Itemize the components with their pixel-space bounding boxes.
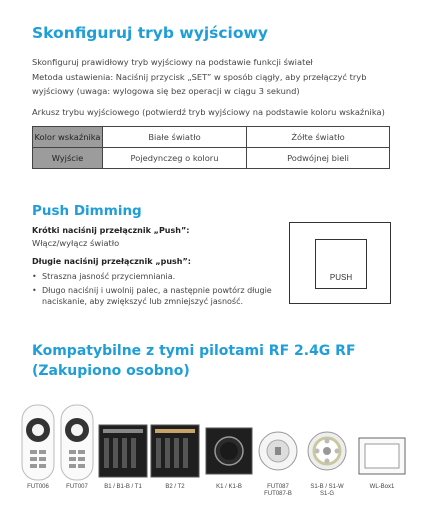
wifi-box-icon bbox=[358, 437, 406, 475]
short-press-title: Krótki naciśnij przełącznik „Push”: bbox=[32, 226, 190, 235]
table-row bbox=[33, 127, 390, 148]
output-mode-table bbox=[32, 126, 390, 169]
wall-panel-icon bbox=[98, 424, 148, 478]
table-row-header: Kolor wskaźnika bbox=[33, 127, 103, 148]
push-button-diagram bbox=[315, 239, 367, 289]
output-mode-intro: Skonfiguruj prawidłowy tryb wyjściowy na podstawie funkcji świateł bbox=[32, 57, 313, 67]
list-item: • Straszna jasność przyciemniania. bbox=[32, 272, 176, 281]
table-row bbox=[33, 148, 390, 169]
list-item-continued: naciskanie, aby zwiększyć lub zmniejszyć jasność. bbox=[42, 297, 244, 306]
table-cell: Podwójnej bieli bbox=[247, 148, 390, 169]
remote-label: K1 / K1-B bbox=[216, 484, 242, 490]
table-row-header: Wyjście bbox=[33, 148, 103, 169]
remote-label: B2 / T2 bbox=[165, 484, 185, 490]
remote-label: FUT006 bbox=[27, 484, 49, 490]
long-press-title: Długie naciśnij przełącznik „push”: bbox=[32, 257, 191, 266]
round-remote-icon bbox=[257, 430, 299, 472]
remote-dial-icon bbox=[60, 404, 94, 481]
list-item: • Długo naciśnij i uwolnij palec, a następnie powtórz długie bbox=[32, 286, 272, 295]
wall-panel-icon bbox=[150, 424, 200, 478]
section-title-compatible-remotes: Kompatybilne z tymi pilotami RF 2.4G RF (Zakupiono osobno) bbox=[32, 343, 356, 379]
remote-label: FUT087 FUT087-B bbox=[264, 484, 292, 497]
table-cell: Białe światło bbox=[103, 127, 247, 148]
knob-panel-icon bbox=[205, 427, 253, 475]
table-cell: Pojedynczeg o koloru bbox=[103, 148, 247, 169]
mode-sheet-caption: Arkusz trybu wyjściowego (potwierdź tryb wyjściowy na podstawie koloru wskaźnika) bbox=[32, 107, 385, 117]
remote-label: B1 / B1-B / T1 bbox=[104, 484, 142, 490]
remote-label: FUT007 bbox=[66, 484, 88, 490]
short-press-desc: Włącz/wyłącz światło bbox=[32, 238, 120, 248]
setting-method-line1: Metoda ustawienia: Naciśnij przycisk „SET” w sposób ciągły, aby przełączyć tryb bbox=[32, 72, 367, 82]
section-title-output-mode: Skonfiguruj tryb wyjściowy bbox=[32, 24, 268, 42]
round-remote-icon bbox=[306, 430, 348, 472]
table-cell: Żółte światło bbox=[247, 127, 390, 148]
remote-label: S1-B / S1-W S1-G bbox=[310, 484, 344, 497]
remote-label: WL-Box1 bbox=[369, 484, 395, 490]
remote-dial-icon bbox=[21, 404, 55, 481]
push-switch-diagram bbox=[289, 222, 391, 304]
push-label: PUSH bbox=[329, 273, 353, 282]
setting-method-line2: wyjściowy (uwaga: wylogowa się bez operacji w ciągu 3 sekund) bbox=[32, 86, 300, 96]
section-title-push-dimming: Push Dimming bbox=[32, 203, 142, 219]
